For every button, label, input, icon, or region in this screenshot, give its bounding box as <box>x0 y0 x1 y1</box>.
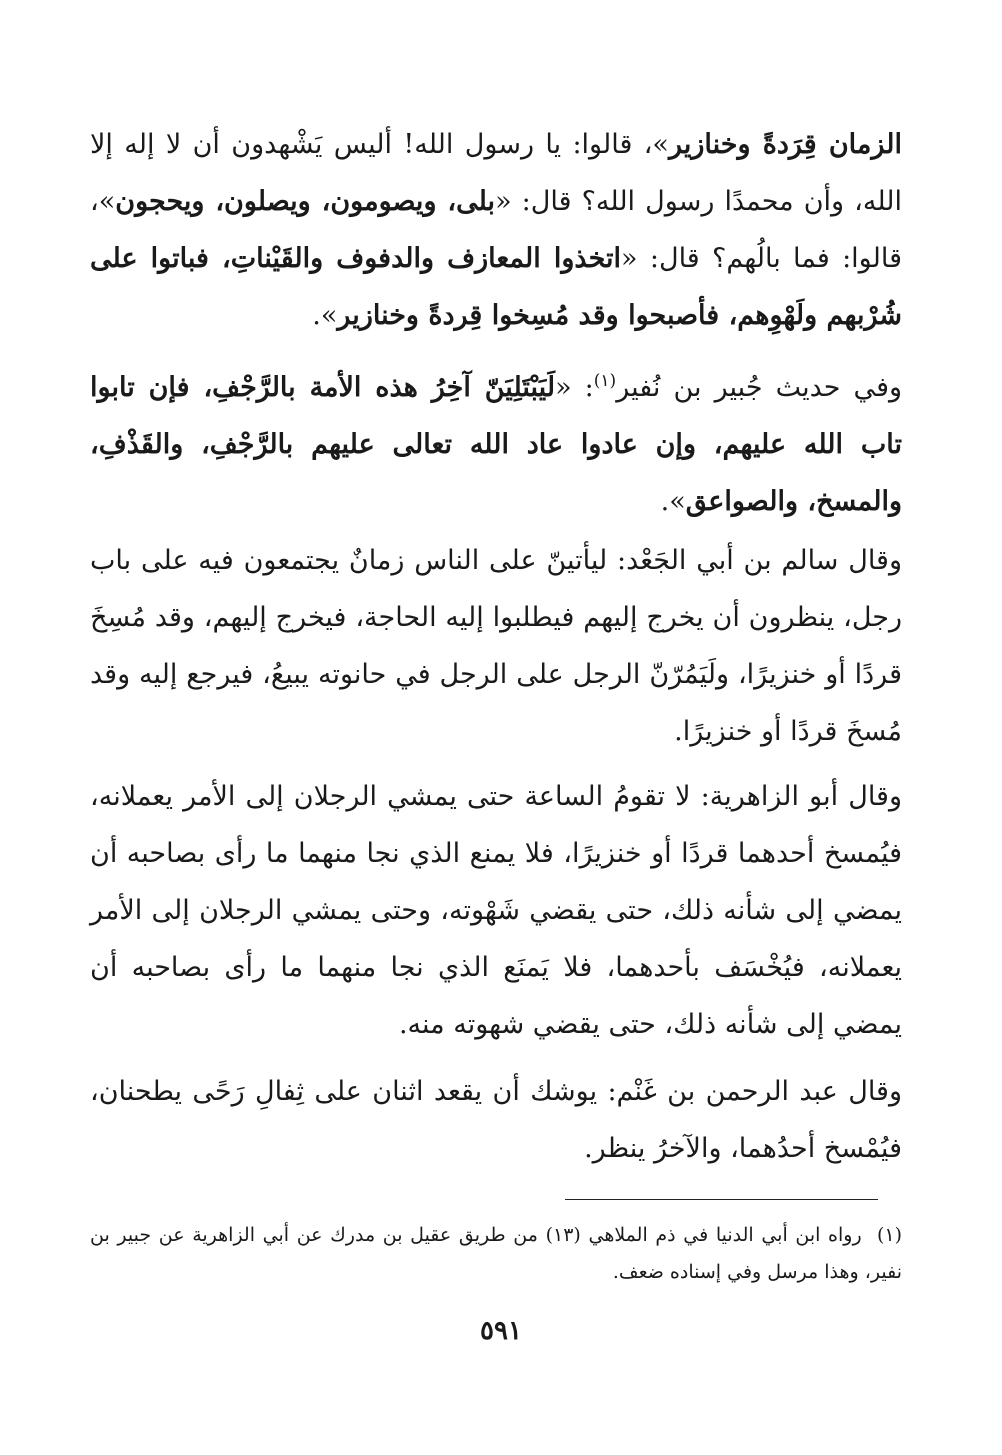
bold-span: بلى، ويصومون، ويصلون، ويحجون <box>115 186 496 217</box>
bold-span: الزمان قِرَدةً وخنازير <box>668 129 902 160</box>
footnote-divider <box>565 1199 878 1200</box>
footnote <box>90 1217 902 1291</box>
page-number: ٥٩١ <box>480 1316 522 1346</box>
plain-span: وفي حديث جُبير بن نُفير <box>616 372 903 403</box>
paragraph-jubayr-hadith <box>90 353 902 530</box>
paragraph-abu-zahiriya: وقال أبو الزاهرية: لا تقومُ الساعة حتى يمشي الرجلان إلى الأمر يعملانه، فيُمسخ أحدهما قردًا أو خنزيرًا، فلا يمنع الذي نجا منهما ما رأى بصاحبه أن يمضي إلى شأنه ذلك، حتى يقضي شَهْوته، وحتى يمشي الرجلان إلى الأمر يعملانه، فيُخْسَف بأحدهما، فلا يَمنَع الذي نجا منهما ما رأى بصاحبه أن يمضي إلى شأنه ذلك، حتى يقضي شهوته منه. <box>90 781 902 1040</box>
paragraph-abdulrahman: وقال عبد الرحمن بن غَنْم: يوشك أن يقعد اثنان على ثِفالِ رَحًى يطحنان، فيُمْسخ أحدُهما، والآخرُ ينظر. <box>90 1076 902 1164</box>
footnote-marker: (١) <box>876 1224 902 1246</box>
paragraph-hadith-end <box>90 116 902 344</box>
plain-span: »، قالوا: يا رسول الله! أليس يَشْهدون أن لا إله إلا الله، وأن محمدًا رسول الله؟ قال: « <box>90 129 903 217</box>
paragraph-salim: وقال سالم بن أبي الجَعْد: ليأتينّ على الناس زمانٌ يجتمعون فيه على باب رجل، ينظرون أن يخرج إليهم فيطلبوا إليه الحاجة، فيخرج إليهم، وقد مُسِخَ قردًا أو خنزيرًا، ولَيَمُرّنّ الرجل على الرجل في حانوته يبيعُ، فيرجع إليه وقد مُسخَ قردًا أو خنزيرًا. <box>90 545 902 747</box>
plain-span: ». <box>312 300 338 331</box>
plain-span: : « <box>555 372 594 403</box>
footnote-text: رواه ابن أبي الدنيا في ذم الملاهي (١٣) من طريق عقيل بن مدرك عن أبي الزاهرية عن جبير بن نفير، وهذا مرسل وفي إسناده ضعف. <box>90 1224 902 1283</box>
bold-span: لَيَبْتَلِيَنّ آخِرُ هذه الأمة بالرَّجْفِ، فإن تابوا تاب الله عليهم، وإن عادوا عاد الله تعالى عليهم بالرَّجْفِ، والقَذْفِ، والمسخ، والصواعق <box>90 372 902 517</box>
plain-span: ». <box>660 486 686 517</box>
bold-span: اتخذوا المعازف والدفوف والقَيْناتِ، فباتوا على شُرْبهم ولَهْوِهم، فأصبحوا وقد مُسِخوا قِردةً وخنازير <box>90 243 902 331</box>
footnote-reference: (١) <box>593 371 617 391</box>
plain-span: »، قالوا: فما بالُهم؟ قال: « <box>90 186 902 274</box>
